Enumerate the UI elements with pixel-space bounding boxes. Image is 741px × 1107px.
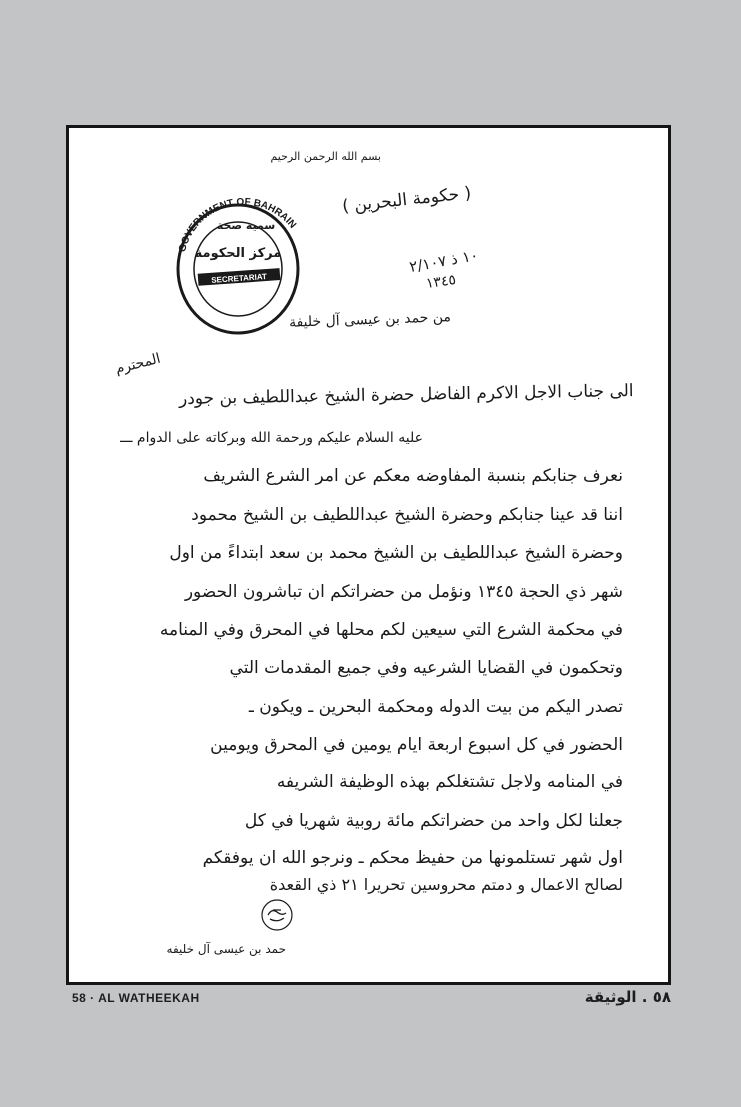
signature-name: حمد بن عيسى آل خليفه <box>166 942 286 956</box>
letter-heading: ( حكومة البحرين ) <box>340 183 472 217</box>
stamp-ring-text: GOVERNMENT OF BAHRAIN <box>177 196 299 254</box>
signature-seal-icon <box>260 898 294 932</box>
honorific: المحترم <box>113 350 163 378</box>
body-line: اننا قد عينا جنابكم وحضرة الشيخ عبداللطيف بن الشيخ محمود <box>191 505 623 525</box>
greeting-line: عليه السلام عليكم ورحمة الله وبركاته على الدوام ـــ <box>120 430 423 446</box>
body-line: اول شهر تستلمونها من حفيظ محكم ـ ونرجو الله ان يوفقكم <box>202 848 623 868</box>
date-year: ١٣٤٥ <box>424 271 457 293</box>
stamp-ribbon-text: SECRETARIAT <box>211 271 268 285</box>
body-line: لصالح الاعمال و دمتم محروسين تحريرا ٢١ ذي القعدة <box>269 875 623 894</box>
sender-line: من حمد بن عيسى آل خليفة <box>288 309 452 331</box>
body-line: الحضور في كل اسبوع اربعة ايام يومين في المحرق ويومين <box>210 735 623 755</box>
footer-page-label: 58 · AL WATHEEKAH <box>72 991 200 1005</box>
body-line: وحضرة الشيخ عبداللطيف بن الشيخ محمد بن سعد ابتداءً من اول <box>169 543 623 563</box>
stamp-top-text: سمية صحة <box>216 219 276 232</box>
basmala: بسم الله الرحمن الرحيم <box>270 150 381 163</box>
addressee-line: الى جناب الاجل الاكرم الفاضل حضرة الشيخ عبداللطيف بن جودر <box>179 381 635 409</box>
body-line: وتحكمون في القضايا الشرعيه وفي جميع المقدمات التي <box>229 658 623 678</box>
footer-page-label-arabic: ٥٨ . الوثيقة <box>584 988 671 1006</box>
body-line: نعرف جنابكم بنسبة المفاوضه معكم عن امر الشرع الشريف <box>203 466 623 486</box>
stamp-center-text: مركز الحكومة <box>194 246 282 261</box>
body-line: شهر ذي الحجة ١٣٤٥ ونؤمل من حضراتكم ان تباشرون الحضور <box>184 582 623 602</box>
government-stamp <box>168 193 308 343</box>
body-line: جعلنا لكل واحد من حضراتكم مائة روبية شهريا في كل <box>244 811 623 831</box>
body-line: في محكمة الشرع التي سيعين لكم محلها في المحرق وفي المنامه <box>159 620 623 640</box>
body-line: تصدر اليكم من بيت الدوله ومحكمة البحرين ـ ويكون ـ <box>248 697 623 717</box>
body-line: في المنامه ولاجل تشتغلكم بهذه الوظيفة الشريفه <box>276 772 623 792</box>
date-hijri: ١٠ ذ ٢/١٠٧ <box>408 246 481 276</box>
